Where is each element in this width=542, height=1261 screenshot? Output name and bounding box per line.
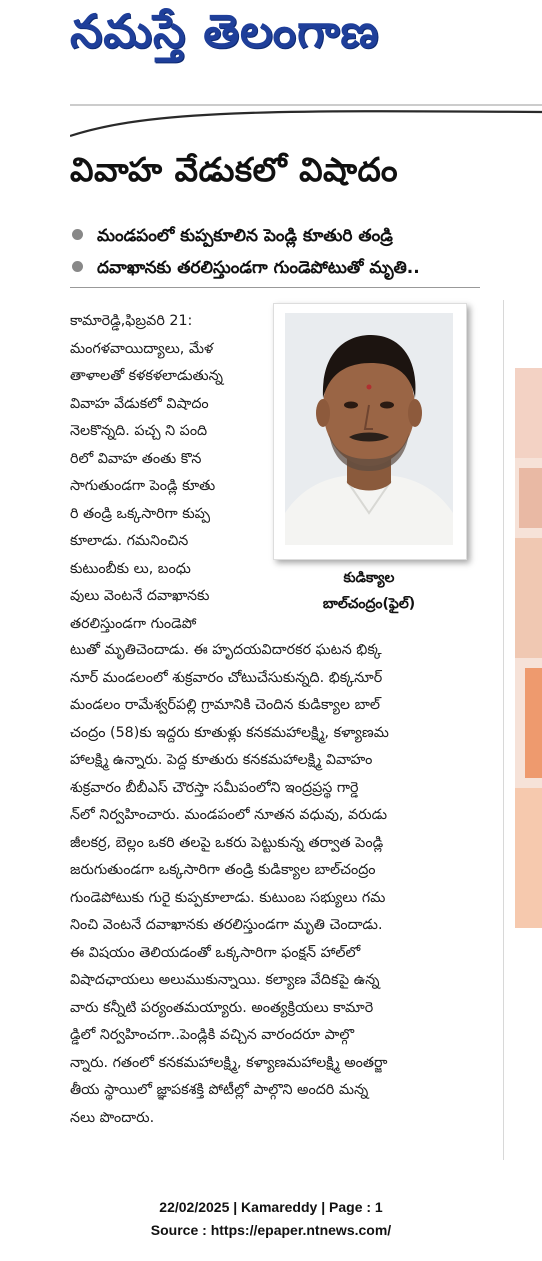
photo-caption-line: కుడిక్యాల xyxy=(343,570,395,586)
photo-caption-line: బాల్‌చంద్రం(ఫైల్) xyxy=(322,596,416,612)
body-line: టుతో మృతిచెందాడు. ఈ హృదయవిదారకర ఘటన భిక్క xyxy=(70,642,382,658)
column-divider xyxy=(503,300,504,1160)
masthead-logo: నమస్తే తెలంగాణ xyxy=(70,4,380,58)
person-photo xyxy=(285,313,453,545)
body-line: తరలిస్తుండగా గుండెపో xyxy=(70,615,197,632)
body-line: శుక్రవారం బీబీఎస్ చౌరస్తా సమీపంలోని ఇంద్రప్రస్థ గార్డె xyxy=(70,779,359,796)
footer-date-edition: 22/02/2025 | Kamareddy | Page : 1 xyxy=(159,1199,383,1215)
body-line: జీలకర్ర, బెల్లం ఒకరి తలపై ఒకరు పెట్టుకున్న తర్వాత పెండ్లి xyxy=(70,834,384,851)
body-line: వివాహ వేడుకలో విషాదం xyxy=(70,395,209,412)
subhead-2 xyxy=(72,258,420,282)
subhead-1-text: మండపంలో కుప్పకూలిన పెండ్లి కూతురి తండ్రి xyxy=(97,226,393,246)
body-line: సాగుతుండగా పెండ్లి కూతు xyxy=(70,478,216,494)
article-headline: వివాహ వేడుకలో విషాదం xyxy=(70,150,399,189)
body-line: కూలాడు. గమనించిన xyxy=(70,533,189,549)
body-line: విషాదఛాయలు అలుముకున్నాయి. కల్యాణ వేదికపై ఉన్న xyxy=(70,972,380,988)
body-line: వులు వెంటనే దవాఖానకు xyxy=(70,588,210,604)
body-line: నెలకొన్నది. పచ్చ ని పంది xyxy=(70,423,208,439)
body-line: జరుగుతుండగా ఒక్కసారిగా తండ్రి కుడిక్యాల బాల్‌చంద్రం xyxy=(70,862,376,878)
body-line: మంగళవాయిద్యాలు, మేళ xyxy=(70,340,214,357)
bullet-icon xyxy=(72,261,83,272)
body-line: న్‌లో నిర్వహించారు. మండపంలో నూతన వధువు, వరుడు xyxy=(70,807,388,823)
adjacent-photo-edge xyxy=(515,368,542,928)
body-line: నూర్ మండలంలో శుక్రవారం చోటుచేసుకున్నది. భిక్కనూర్ xyxy=(70,669,383,686)
subhead-2-text: దవాఖానకు తరలిస్తుండగా గుండెపోటుతో మృతి.. xyxy=(97,258,420,278)
body-line: హాలక్ష్మి ఉన్నారు. పెద్ద కూతురు కనకమహాలక్ష్మి వివాహం xyxy=(70,752,373,768)
subhead-divider xyxy=(70,287,480,288)
body-line: తీయ స్థాయిలో జ్ఞాపకశక్తి పోటీల్లో పాల్గొని అందరి మన్న xyxy=(70,1082,369,1098)
body-line: కామారెడ్డి,ఫిబ్రవరి 21: xyxy=(70,313,193,329)
body-line: రిలో వివాహ తంతు కొన xyxy=(70,450,202,467)
person-portrait-image xyxy=(285,313,453,545)
photo-caption xyxy=(273,565,465,617)
body-line: నలు పొందారు. xyxy=(70,1109,155,1126)
body-line: వారు కన్నీటి పర్యంతమయ్యారు. అంత్యక్రియలు కామారె xyxy=(70,999,374,1016)
body-line: ఈ విషయం తెలియడంతో ఒక్కసారిగా ఫంక్షన్ హాల్‌లో xyxy=(70,944,361,961)
body-line: గుండెపోటుకు గురై కుప్పకూలాడు. కుటుంబ సభ్యులు గమ xyxy=(70,889,386,906)
header-rule xyxy=(70,104,542,106)
adjacent-photo-image xyxy=(515,368,542,928)
header-swoosh xyxy=(70,108,542,138)
body-line: కుటుంబీకు లు, బంధు xyxy=(70,560,191,577)
body-line: చంద్రం (58)కు ఇద్దరు కూతుళ్లు కనకమహాలక్ష్మి, కళ్యాణమ xyxy=(70,724,389,741)
body-line: తాళాలతో కళకళలాడుతున్న xyxy=(70,368,223,384)
masthead xyxy=(0,0,542,80)
bullet-icon xyxy=(72,229,83,240)
body-line: నించి వెంటనే దవాఖానకు తరలిస్తుండగా మృతి చెందాడు. xyxy=(70,917,383,933)
body-line: మండలం రామేశ్వర్‌పల్లి గ్రామానికి చెందిన కుడిక్యాల బాల్ xyxy=(70,697,381,713)
footer-source: Source : https://epaper.ntnews.com/ xyxy=(150,1222,392,1238)
body-line: రి తండ్రి ఒక్కసారిగా కుప్ప xyxy=(70,505,211,522)
body-line: న్నారు. గతంలో కనకమహాలక్ష్మి, కళ్యాణమహాలక్ష్మి అంతర్జా xyxy=(70,1054,388,1071)
article-body-full xyxy=(70,637,480,1132)
subhead-1 xyxy=(72,226,393,250)
article-body-column xyxy=(70,308,260,638)
body-line: డ్డిలో నిర్వహించగా..పెండ్లికి వచ్చిన వారందరూ పాల్గొ xyxy=(70,1027,355,1043)
